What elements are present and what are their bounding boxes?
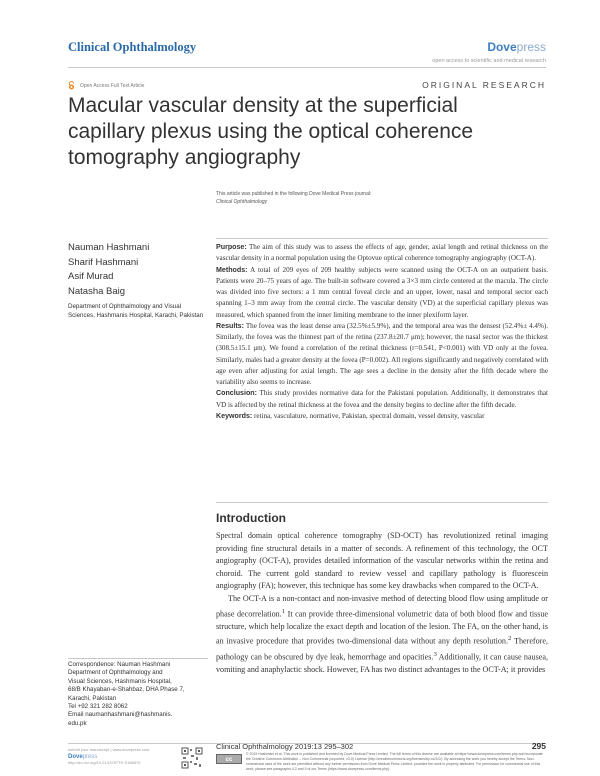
publisher-tagline: open access to scientific and medical research <box>432 58 546 64</box>
paragraph-text: The OCT-A is a non-contact and non-invasive method of detecting blood flow using amplitude or phase decorrelation. <box>216 593 548 619</box>
submit-link[interactable]: submit your manuscript | www.dovepress.com <box>68 747 150 752</box>
paragraph-text: Additionally, it can cause nausea, vomiting and anaphylactic shock. However, FA has two distinct advantages to the OCT-A; it provides <box>216 652 548 674</box>
open-access-badge <box>68 81 144 90</box>
footer-citation: Clinical Ophthalmology 2019:13 295–302 <box>216 742 354 751</box>
correspondence <box>68 661 208 728</box>
publisher-brand-suffix: press <box>516 40 546 54</box>
article-type: ORIGINAL RESEARCH <box>422 80 546 90</box>
publication-note <box>216 190 371 206</box>
abstract-results <box>216 321 548 389</box>
author-name: Sharif Hashmani <box>68 256 139 268</box>
affiliation: Department of Ophthalmology and Visual Sciences, Hashmanis Hospital, Karachi, Pakistan <box>68 303 204 319</box>
citation-ref[interactable]: 1 <box>281 607 286 615</box>
correspondence-email[interactable]: Email naumanhashmani@hashmanis. <box>68 711 173 719</box>
page-number: 295 <box>531 741 546 751</box>
publication-note-journal[interactable]: Clinical Ophthalmology <box>216 199 268 205</box>
publisher-logo[interactable] <box>487 40 546 54</box>
abstract-text: A total of 209 eyes of 209 healthy subjects were scanned using the OCT-A on an outpatient basis. Patients were 20–75 years of age. The built-in software covered a 3×3 mm circle centered at the macula. The circle was divided into five sectors: a 1 mm central foveal circle and an upper, lower, nasal and temporal sector each spanning 1–3 mm away from the central circle. The vascular density (VD) at the superficial capillary plexus was measured, which spanned from the inner limiting membrane to the inner plexiform layer. <box>216 265 548 319</box>
author-list <box>68 241 149 299</box>
author-name: Asif Murad <box>68 271 114 282</box>
abstract-purpose <box>216 242 548 265</box>
doi-link[interactable]: http://dx.doi.org/10.2147/OPTH.S186575 <box>68 760 141 765</box>
correspondence-line: Visual Sciences, Hashmanis Hospital, <box>68 677 172 685</box>
citation-ref[interactable]: 2 <box>508 635 512 643</box>
abstract-label: Keywords: <box>216 411 253 420</box>
journal-title: Clinical Ophthalmology <box>68 40 197 54</box>
paragraph <box>216 593 548 677</box>
header-divider <box>68 67 546 68</box>
abstract-text: The fovea was the least dense area (32.5%±5.9%), and the temporal area was the densest (52.4%± 4.4%). Similarly, the fovea was the thinnest part of the retina (237.8±20.7 μm); however, the nasal sector was the thickest (308.5±15.1 μm). We found a correlation of the retinal thickness (r=0.541, P<0.001) with VD only at the fovea. Similarly, males had a greater density at the fovea (P=0.002). All regions significantly and negatively correlated with age even after adjusting for axial length. The age sees a decline in the density after the fifth decade where the variability also seems to increase. <box>216 321 548 386</box>
footer-brand-suffix: press <box>82 753 98 760</box>
correspondence-line: 68/B Khayaban-e-Shahbaz, DHA Phase 7, <box>68 686 185 694</box>
abstract-label: Purpose: <box>216 243 247 251</box>
qr-code-icon[interactable] <box>181 747 203 769</box>
abstract-bottom-divider <box>216 502 548 503</box>
correspondence-line: Department of Ophthalmology and <box>68 669 163 677</box>
abstract-text: retina, vasculature, normative, Pakistan, spectral domain, vessel density, vascular <box>252 411 485 420</box>
open-lock-icon <box>68 81 75 90</box>
correspondence-line: Karachi, Pakistan <box>68 694 117 702</box>
correspondence-line: Correspondence: Nauman Hashmani <box>68 661 171 668</box>
author-name: Nauman Hashmani <box>68 242 150 253</box>
paragraph-text: It can provide three-dimensional volumetric data of both blood flow and tissue structure, which help localize the exact depth and location of the lesion. The FA, on the other hand, is an invasive procedure that provides two-dimensional data without any depth resolution. <box>216 609 549 647</box>
introduction-body <box>216 530 548 677</box>
abstract-text: The aim of this study was to assess the effects of age, gender, axial length and retinal thickness on the vascular density in a normal population using the Optovue optical coherence tomography angiography (OCT-A). <box>216 243 548 263</box>
abstract <box>216 242 548 422</box>
abstract-label: Results: <box>216 321 244 330</box>
abstract-conclusion <box>216 388 548 411</box>
correspondence-divider <box>68 658 208 659</box>
abstract-methods <box>216 265 548 321</box>
footer-brand: Dove <box>68 753 83 760</box>
abstract-text: This study provides normative data for the Pakistani population. Additionally, it demonstrates that VD is affected by the retinal thickness at the fovea and the density begins to decline after the fifth decade. <box>216 389 548 409</box>
correspondence-phone: Tel +92 321 282 8062 <box>68 703 128 711</box>
creative-commons-badge[interactable]: cc <box>216 754 242 764</box>
article-title: Macular vascular density at the superficial capillary plexus using the optical coherence tomography angiography <box>68 94 474 169</box>
paragraph-text: Therefore, pathology can be obscured by dye leak, hemorrhage and opacities. <box>216 637 548 662</box>
section-heading: Introduction <box>216 511 286 525</box>
publisher-brand: Dove <box>487 40 517 54</box>
abstract-keywords <box>216 411 548 422</box>
citation-ref[interactable]: 3 <box>433 650 437 658</box>
abstract-top-divider <box>216 238 548 239</box>
abstract-label: Conclusion: <box>216 389 257 398</box>
open-access-label: Open Access Full Text Article <box>80 82 145 89</box>
author-name: Natasha Baig <box>68 285 126 297</box>
paragraph: Spectral domain optical coherence tomography (SD-OCT) has revolutionized retinal imaging providing fine structural details in a matter of seconds. A refinement of this technology, the OCT angiography (OCT-A), provides detailed information of the vascular networks within the retina and choroid. The current gold standard to review vessel and capillary pathology is fluorescein angiography (FA); however, this technique has some key drawbacks when compared to the OCT-A. <box>216 531 548 591</box>
license-text: © 2019 Hashmani et al. This work is published and licensed by Dove Medical Press Limited. The full terms of this license are available at https://www.dovepress.com/terms.php and incorporate the Creative Commons Attribution – Non Commercial (unported, v3.0) License (http://creativecommons.org/licenses/by-nc/3.0/). By accessing the work you hereby accept the Terms. Non-commercial uses of the work are permitted without any further permission from Dove Medical Press Limited, provided the work is properly attributed. For permission for commercial use of this work, please see paragraphs 4.2 and 5 of our Terms (https://www.dovepress.com/terms.php). <box>246 752 543 771</box>
correspondence-email[interactable]: edu.pk <box>68 719 87 727</box>
publication-note-text: This article was published in the following Dove Medical Press journal: <box>216 191 372 197</box>
abstract-label: Methods: <box>216 265 248 274</box>
